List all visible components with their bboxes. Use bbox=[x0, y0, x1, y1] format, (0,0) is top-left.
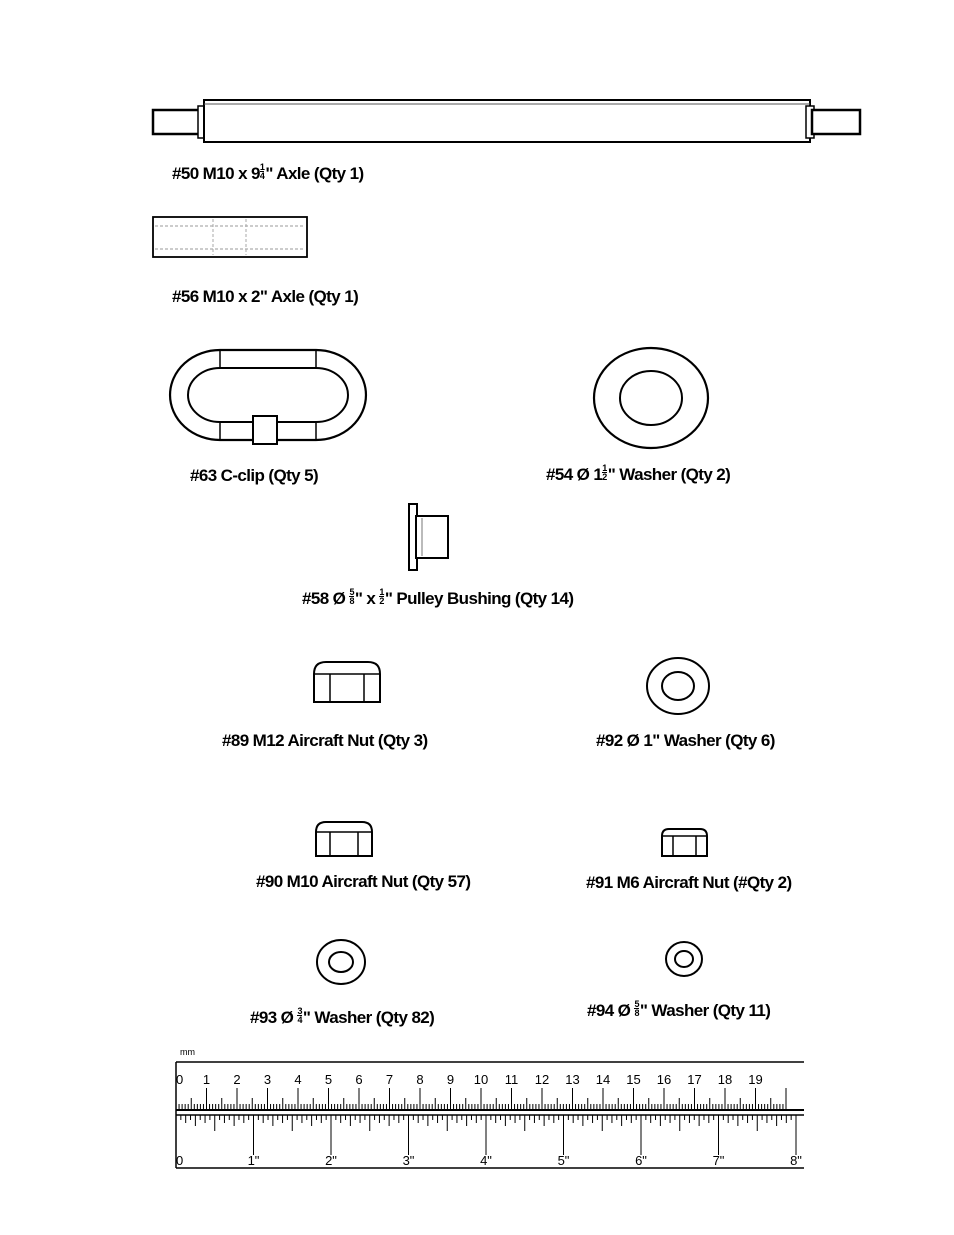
ruler-cm-label: 16 bbox=[656, 1072, 672, 1087]
part-91-label: #91 M6 Aircraft Nut (#Qty 2) bbox=[586, 873, 792, 892]
part-50-label: #50 M10 x 9 $\frac{1}{4}$ " Axle (Qty 1) bbox=[172, 162, 364, 183]
ruler-cm-label: 1 bbox=[202, 1072, 211, 1087]
ruler-cm-label: 3 bbox=[263, 1072, 272, 1087]
ruler-inch-label: 5" bbox=[557, 1153, 570, 1168]
ruler-cm-label: 7 bbox=[385, 1072, 394, 1087]
ruler-cm-label: 5 bbox=[324, 1072, 333, 1087]
ruler-cm-label: 19 bbox=[748, 1072, 763, 1087]
ruler-cm-label: 17 bbox=[687, 1072, 702, 1087]
ruler-cm-label: 4 bbox=[294, 1072, 302, 1087]
part-58-label: #58 Ø $\frac{5}{8}$ " x $\frac{1}{2}$ " Pulley Bushing (Qty 14) bbox=[302, 587, 574, 608]
ruler-cm-label: 12 bbox=[534, 1072, 550, 1087]
part-89-label: #89 M12 Aircraft Nut (Qty 3) bbox=[222, 731, 428, 750]
ruler-inch-label: 4" bbox=[480, 1153, 492, 1168]
ruler-inch-label: 6" bbox=[635, 1153, 647, 1168]
part-94-label: #94 Ø $\frac{5}{8}$ " Washer (Qty 11) bbox=[587, 999, 771, 1020]
part-92-label: #92 Ø 1" Washer (Qty 6) bbox=[596, 731, 775, 750]
ruler-cm-label: 18 bbox=[717, 1072, 733, 1087]
ruler-inch-label: 0 bbox=[176, 1153, 184, 1168]
ruler-cm-label: 14 bbox=[595, 1072, 611, 1087]
part-63-label: #63 C-clip (Qty 5) bbox=[190, 466, 319, 485]
ruler-cm-label: 15 bbox=[626, 1072, 641, 1087]
ruler-inch-label: 8" bbox=[790, 1153, 802, 1168]
ruler-cm-label: 13 bbox=[565, 1072, 580, 1087]
ruler-inch-label: 2" bbox=[325, 1153, 337, 1168]
ruler-inch-label: 7" bbox=[712, 1153, 725, 1168]
ruler-cm-label: 8 bbox=[416, 1072, 424, 1087]
part-90-label: #90 M10 Aircraft Nut (Qty 57) bbox=[256, 872, 471, 891]
ruler-cm-label: 6 bbox=[355, 1072, 363, 1087]
ruler-unit-label: mm bbox=[180, 1047, 195, 1057]
ruler-cm-label: 0 bbox=[176, 1072, 184, 1087]
ruler-cm-label: 11 bbox=[504, 1072, 519, 1087]
ruler-cm-label: 10 bbox=[473, 1072, 489, 1087]
ruler-cm-label: 2 bbox=[233, 1072, 241, 1087]
ruler-cm-label: 9 bbox=[446, 1072, 455, 1087]
ruler-inch-label: 3" bbox=[402, 1153, 415, 1168]
part-93-label: #93 Ø $\frac{3}{4}$ " Washer (Qty 82) bbox=[250, 1006, 435, 1027]
part-56-label: #56 M10 x 2" Axle (Qty 1) bbox=[172, 287, 359, 306]
ruler-inch-label: 1" bbox=[247, 1153, 260, 1168]
part-54-label: #54 Ø 1 $\frac{1}{2}$ " Washer (Qty 2) bbox=[546, 463, 731, 484]
